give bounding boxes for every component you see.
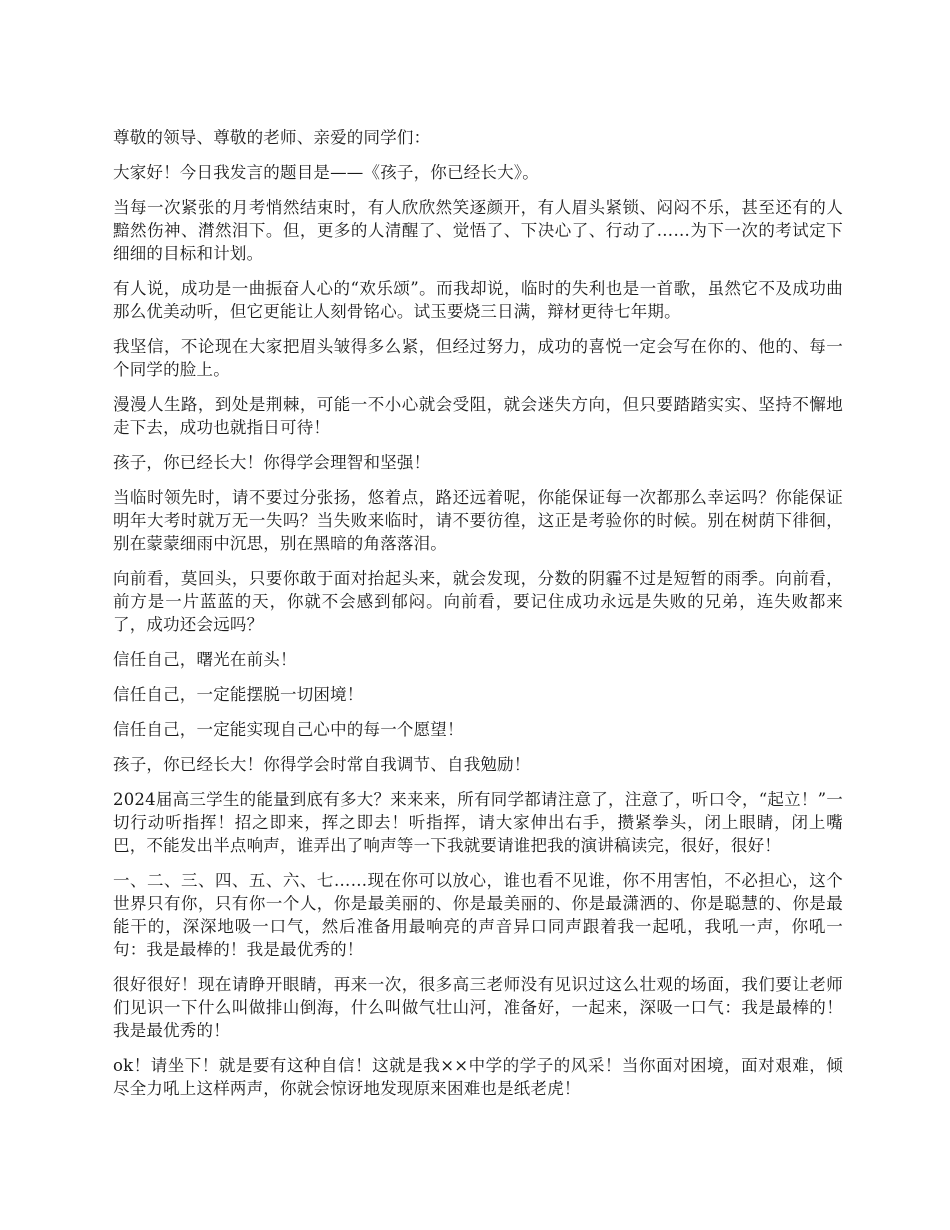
paragraph: 信任自己，曙光在前头！ bbox=[113, 650, 297, 669]
paragraph: 有人说，成功是一曲振奋人心的“欢乐颂”。而我却说，临时的失利也是一首歌，虽然它不及成功曲那么优美动听，但它更能让人刻骨铭心。试玉要烧三日满，辩材更待七年期。 bbox=[113, 279, 843, 321]
paragraph: 很好很好！现在请睁开眼睛，再来一次，很多高三老师没有见识过这么壮观的场面，我们要让老师们见识一下什么叫做排山倒海，什么叫做气壮山河，准备好，一起来，深吸一口气：我是最棒的！我是最优秀的！ bbox=[113, 975, 843, 1040]
paragraph: 信任自己，一定能摆脱一切困境！ bbox=[113, 685, 364, 704]
closing-paragraph: ok！请坐下！就是要有这种自信！这就是我××中学的学子的风采！当你面对困境，面对艰难，倾尽全力吼上这样两声，你就会惊讶地发现原来困难也是纸老虎！ bbox=[113, 1056, 843, 1098]
opening-greeting: 大家好！今日我发言的题目是——《孩子，你已经长大》。 bbox=[113, 163, 539, 182]
salutation: 尊敬的领导、尊敬的老师、亲爱的同学们： bbox=[113, 128, 431, 147]
paragraph: 当临时领先时，请不要过分张扬，悠着点，路还远着呢，你能保证每一次都那么幸运吗？你能保证明年大考时就万无一失吗？当失败来临时，请不要彷徨，这正是考验你的时候。别在树荫下徘徊，别在蒙蒙细雨中沉思，别在黑暗的角落落泪。 bbox=[113, 488, 843, 553]
paragraph: 我坚信，不论现在大家把眉头皱得多么紧，但经过努力，成功的喜悦一定会写在你的、他的、每一个同学的脸上。 bbox=[113, 337, 843, 379]
paragraph: 信任自己，一定能实现自己心中的每一个愿望！ bbox=[113, 720, 464, 739]
paragraph: 当每一次紧张的月考悄然结束时，有人欣欣然笑逐颜开，有人眉头紧锁、闷闷不乐，甚至还有的人黯然伤神、潸然泪下。但，更多的人清醒了、觉悟了、下决心了、行动了……为下一次的考试定下细细的目标和计划。 bbox=[113, 198, 843, 263]
paragraph: 一、二、三、四、五、六、七……现在你可以放心，谁也看不见谁，你不用害怕，不必担心，这个世界只有你，只有你一个人，你是最美丽的、你是最美丽的、你是最潇洒的、你是聪慧的、你是最能干的，深深地吸一口气，然后准备用最响亮的声音异口同声跟着我一起吼，我吼一声，你吼一句：我是最棒的！我是最优秀的！ bbox=[113, 871, 843, 959]
paragraph: 向前看，莫回头，只要你敢于面对抬起头来，就会发现，分数的阴霾不过是短暂的雨季。向前看，前方是一片蓝蓝的天，你就不会感到郁闷。向前看，要记住成功永远是失败的兄弟，连失败都来了，成功还会远吗？ bbox=[113, 569, 843, 634]
paragraph: 2024届高三学生的能量到底有多大？来来来，所有同学都请注意了，注意了，听口令，“起立！”一切行动听指挥！招之即来，挥之即去！听指挥，请大家伸出右手，攒紧拳头，闭上眼睛，闭上嘴巴，不能发出半点响声，谁弄出了响声等一下我就要请谁把我的演讲稿读完，很好，很好！ bbox=[113, 790, 843, 855]
paragraph: 孩子，你已经长大！你得学会理智和坚强！ bbox=[113, 453, 431, 472]
paragraph: 漫漫人生路，到处是荆棘，可能一不小心就会受阻，就会迷失方向，但只要踏踏实实、坚持不懈地走下去，成功也就指日可待！ bbox=[113, 395, 843, 437]
paragraph: 孩子，你已经长大！你得学会时常自我调节、自我勉励！ bbox=[113, 755, 531, 774]
document-page bbox=[113, 126, 843, 1112]
